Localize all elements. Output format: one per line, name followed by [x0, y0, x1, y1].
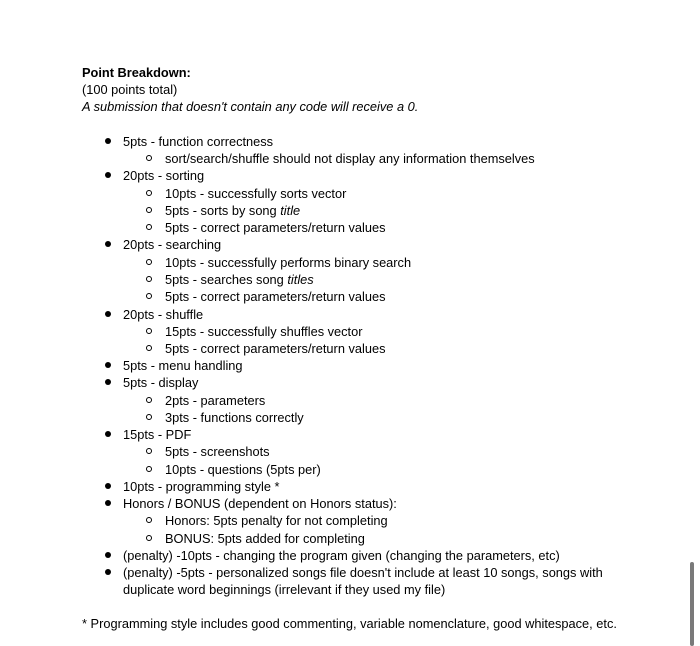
sub-bullet-icon — [146, 517, 152, 523]
bullet-icon — [105, 138, 111, 144]
footnote: * Programming style includes good commenting, variable nomenclature, good whitespace, etc. — [82, 616, 617, 631]
list-item-continuation: duplicate word beginnings (irrelevant if they used my file) — [123, 582, 446, 597]
vertical-scrollbar[interactable] — [690, 562, 694, 646]
list-item: (penalty) -5pts - personalized songs file doesn't include at least 10 songs, songs with — [123, 565, 603, 580]
item-text: 5pts - searches song — [165, 272, 288, 287]
list-item: BONUS: 5pts added for completing — [165, 531, 365, 546]
heading: Point Breakdown: — [82, 65, 191, 80]
bullet-icon — [105, 500, 111, 506]
sub-bullet-icon — [146, 448, 152, 454]
list-item: 15pts - successfully shuffles vector — [165, 324, 363, 339]
bullet-icon — [105, 172, 111, 178]
bullet-icon — [105, 552, 111, 558]
sub-bullet-icon — [146, 466, 152, 472]
list-item: 10pts - successfully performs binary search — [165, 255, 412, 270]
bullet-icon — [105, 569, 111, 575]
list-item: 20pts - shuffle — [123, 307, 204, 322]
emphasis-text: titles — [287, 272, 314, 287]
list-item: (penalty) -10pts - changing the program given (changing the parameters, etc) — [123, 548, 560, 563]
list-item: 5pts - display — [123, 375, 199, 390]
item-text: 5pts - sorts by song — [165, 203, 281, 218]
list-item — [165, 202, 300, 219]
list-item: 10pts - successfully sorts vector — [165, 186, 347, 201]
list-item: 10pts - programming style * — [123, 479, 280, 494]
list-item: 5pts - screenshots — [165, 444, 270, 459]
list-item: 20pts - sorting — [123, 168, 205, 183]
list-item: Honors: 5pts penalty for not completing — [165, 513, 388, 528]
sub-bullet-icon — [146, 345, 152, 351]
list-item: sort/search/shuffle should not display any information themselves — [165, 151, 535, 166]
bullet-icon — [105, 241, 111, 247]
bullet-icon — [105, 379, 111, 385]
total-points: (100 points total) — [82, 82, 178, 97]
sub-bullet-icon — [146, 414, 152, 420]
list-item: 5pts - function correctness — [123, 134, 274, 149]
sub-bullet-icon — [146, 224, 152, 230]
sub-bullet-icon — [146, 259, 152, 265]
list-item — [165, 271, 314, 288]
bullet-icon — [105, 483, 111, 489]
bullet-icon — [105, 431, 111, 437]
list-item: 5pts - correct parameters/return values — [165, 341, 386, 356]
bullet-icon — [105, 311, 111, 317]
list-item: 2pts - parameters — [165, 393, 266, 408]
sub-bullet-icon — [146, 276, 152, 282]
list-item: 10pts - questions (5pts per) — [165, 462, 321, 477]
sub-bullet-icon — [146, 397, 152, 403]
sub-bullet-icon — [146, 190, 152, 196]
list-item: 15pts - PDF — [123, 427, 192, 442]
list-item: 3pts - functions correctly — [165, 410, 304, 425]
sub-bullet-icon — [146, 328, 152, 334]
no-code-warning: A submission that doesn't contain any code will receive a 0. — [82, 99, 419, 114]
sub-bullet-icon — [146, 293, 152, 299]
sub-bullet-icon — [146, 535, 152, 541]
emphasis-text: title — [280, 203, 301, 218]
sub-bullet-icon — [146, 207, 152, 213]
list-item: 5pts - correct parameters/return values — [165, 289, 386, 304]
sub-bullet-icon — [146, 155, 152, 161]
bullet-icon — [105, 362, 111, 368]
list-item: Honors / BONUS (dependent on Honors status): — [123, 496, 397, 511]
list-item: 20pts - searching — [123, 237, 222, 252]
list-item: 5pts - correct parameters/return values — [165, 220, 386, 235]
list-item: 5pts - menu handling — [123, 358, 243, 373]
